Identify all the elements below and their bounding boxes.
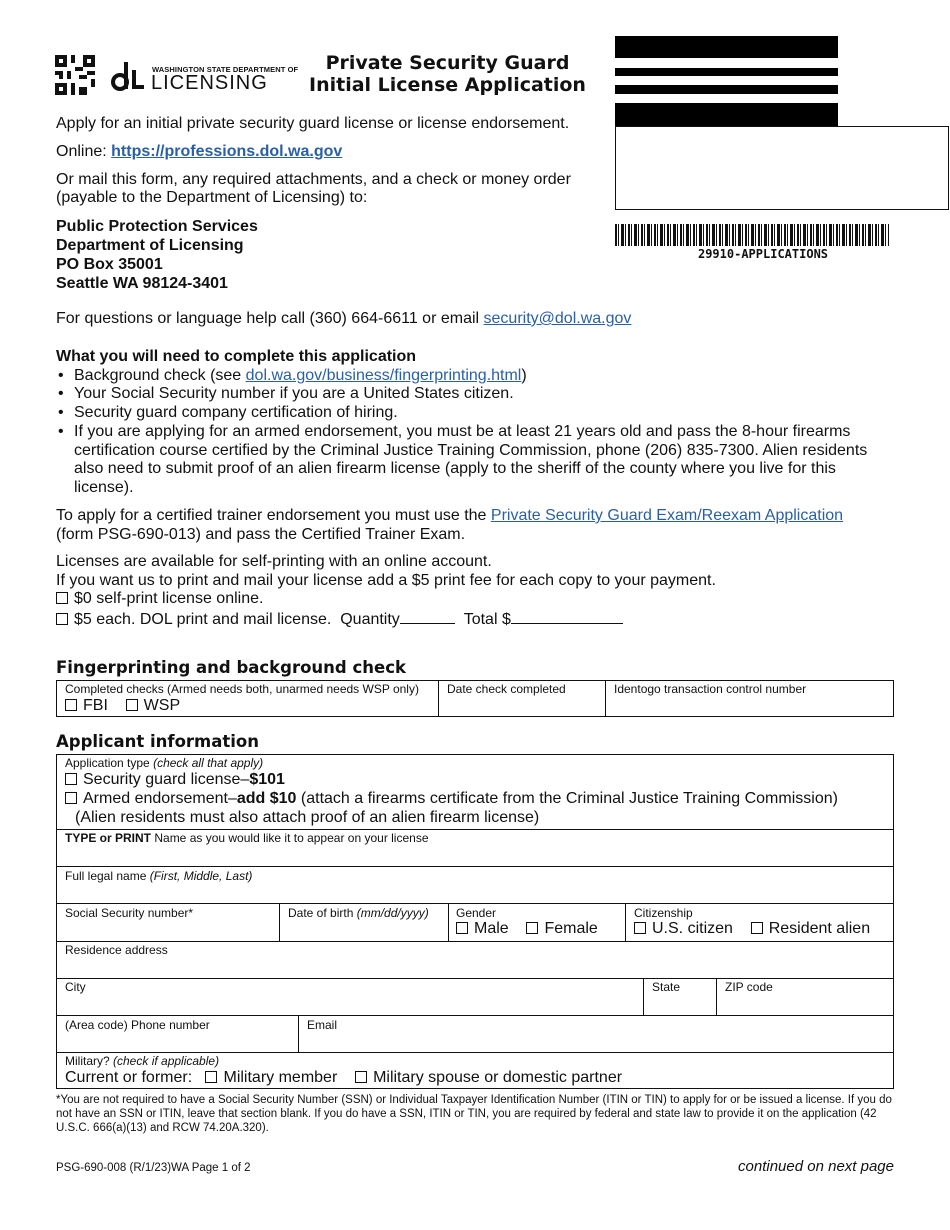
logo-big-text: LICENSING bbox=[151, 72, 268, 94]
armed-endorsement-option: Armed endorsement–add $10 (attach a firearms certificate from the Criminal Justice Training Commission) bbox=[65, 790, 838, 808]
self-print-checkbox[interactable] bbox=[56, 592, 68, 604]
app-type-label: Application type (check all that apply) bbox=[65, 756, 264, 770]
list-item: • Your Social Security number if you are a United States citizen. bbox=[56, 385, 896, 404]
resident-alien-checkbox[interactable] bbox=[751, 922, 763, 934]
printing-line-2: If you want us to print and mail your license add a $5 print fee for each copy to your payment. bbox=[56, 571, 716, 589]
identogo-label: Identogo transaction control number bbox=[614, 682, 807, 696]
online-line bbox=[56, 143, 342, 161]
residence-label[interactable]: Residence address bbox=[65, 943, 168, 957]
security-license-option: Security guard license–$101 bbox=[65, 771, 285, 789]
applicant-heading: Applicant information bbox=[56, 732, 260, 751]
exam-application-link[interactable]: Private Security Guard Exam/Reexam Application bbox=[490, 507, 844, 524]
female-checkbox[interactable] bbox=[526, 922, 538, 934]
citizenship-options: U.S. citizen Resident alien bbox=[634, 920, 870, 938]
page-title bbox=[300, 52, 595, 96]
fingerprinting-link[interactable]: dol.wa.gov/business/fingerprinting.html bbox=[245, 366, 522, 384]
redaction-bar bbox=[615, 103, 838, 127]
city-label[interactable]: City bbox=[65, 980, 86, 994]
ssn-footnote: *You are not required to have a Social Security Number (SSN) or Individual Taxpayer Identification Number (ITIN or TIN) to apply for or be issued a license. If you do not have an SSN or ITIN, leave that section blank. If you do have a SSN, ITIN or TIN, you are required by federal and state law to provide it on the application (42 U.S.C. 666(a)(13) and RCW 74.20A.320). bbox=[56, 1094, 892, 1134]
apply-text: Apply for an initial private security guard license or license endorsement. bbox=[56, 115, 570, 132]
dol-logo bbox=[110, 60, 299, 94]
state-label[interactable]: State bbox=[652, 980, 681, 994]
military-options: Current or former: Military member Military spouse or domestic partner bbox=[65, 1069, 623, 1086]
mail-text: Or mail this form, any required attachments, and a check or money order (payable to the Department of Licensing) to: bbox=[56, 171, 571, 206]
military-label: Military? (check if applicable) bbox=[65, 1054, 220, 1068]
fbi-checkbox[interactable] bbox=[65, 699, 77, 711]
redaction-bar bbox=[615, 68, 838, 76]
printing-line-1: Licenses are available for self-printing with an online account. bbox=[56, 553, 492, 570]
dol-logo-icon bbox=[110, 60, 146, 92]
address-line: Public Protection Services bbox=[56, 218, 258, 235]
mail-print-option: $5 each. DOL print and mail license. Quantity Total $ bbox=[56, 609, 916, 630]
gender-options: Male Female bbox=[456, 920, 598, 938]
address-line: Seattle WA 98124-3401 bbox=[56, 275, 228, 292]
barcode-text: 29910-APPLICATIONS bbox=[697, 247, 829, 261]
checks-options: FBI WSP bbox=[65, 697, 180, 715]
fingerprinting-heading: Fingerprinting and background check bbox=[56, 658, 406, 677]
needs-section bbox=[56, 348, 896, 498]
citizenship-label: Citizenship bbox=[634, 906, 693, 920]
mailing-address bbox=[56, 217, 258, 293]
legal-name-label[interactable]: Full legal name (First, Middle, Last) bbox=[65, 869, 253, 883]
armed-endorsement-checkbox[interactable] bbox=[65, 792, 77, 804]
completed-checks-label: Completed checks (Armed needs both, unarmed needs WSP only) bbox=[65, 682, 419, 696]
qr-code-icon bbox=[55, 55, 95, 95]
list-item: • Security guard company certification of hiring. bbox=[56, 404, 896, 423]
questions-text: For questions or language help call (360) 664-6611 or email bbox=[56, 310, 480, 327]
office-use-box bbox=[615, 126, 949, 210]
print-name-label[interactable]: TYPE or PRINT Name as you would like it to appear on your license bbox=[65, 831, 429, 845]
email-label[interactable]: Email bbox=[307, 1018, 338, 1032]
logo-small-text: WASHINGTON STATE DEPARTMENT OF bbox=[152, 65, 299, 74]
zip-label[interactable]: ZIP code bbox=[725, 980, 773, 994]
us-citizen-checkbox[interactable] bbox=[634, 922, 646, 934]
needs-heading: What you will need to complete this application bbox=[56, 348, 417, 365]
dob-label[interactable]: Date of birth (mm/dd/yyyy) bbox=[288, 906, 429, 920]
total-field[interactable] bbox=[511, 609, 623, 624]
military-member-checkbox[interactable] bbox=[205, 1071, 217, 1083]
mail-print-checkbox[interactable] bbox=[56, 613, 68, 625]
questions-line bbox=[56, 310, 631, 328]
email-link[interactable]: security@dol.wa.gov bbox=[483, 310, 632, 327]
military-spouse-checkbox[interactable] bbox=[355, 1071, 367, 1083]
list-item: • If you are applying for an armed endorsement, you must be at least 21 years old and pass the 8-hour firearms certification course certified by the Criminal Justice Training Commission, phone (206) 835-7300. Alien residents also need to submit proof of an alien firearm license (apply to the sheriff of the county where you live for this license). bbox=[56, 423, 896, 498]
gender-label: Gender bbox=[456, 906, 497, 920]
address-line: Department of Licensing bbox=[56, 237, 244, 254]
male-checkbox[interactable] bbox=[456, 922, 468, 934]
phone-label[interactable]: (Area code) Phone number bbox=[65, 1018, 210, 1032]
ssn-label[interactable]: Social Security number* bbox=[65, 906, 194, 920]
online-label: Online: bbox=[56, 143, 107, 160]
trainer-text: To apply for a certified trainer endorsement you must use the Private Security Guard Exam/Reexam Application (form PSG-690-013) and pass the Certified Trainer Exam. bbox=[56, 507, 844, 543]
address-line: PO Box 35001 bbox=[56, 256, 163, 273]
form-number: PSG-690-008 (R/1/23)WA Page 1 of 2 bbox=[56, 1162, 251, 1174]
redaction-bar bbox=[615, 85, 838, 94]
redaction-bar bbox=[615, 36, 838, 58]
title-line-2: Initial License Application bbox=[309, 74, 586, 96]
online-url-link[interactable]: https://professions.dol.wa.gov bbox=[111, 143, 343, 160]
continued-note: continued on next page bbox=[738, 1158, 894, 1175]
quantity-field[interactable] bbox=[400, 609, 455, 624]
barcode bbox=[615, 224, 889, 246]
list-item: • Background check (see dol.wa.gov/business/fingerprinting.html) bbox=[56, 367, 896, 386]
wsp-checkbox[interactable] bbox=[126, 699, 138, 711]
alien-residents-note: (Alien residents must also attach proof of an alien firearm license) bbox=[75, 809, 540, 826]
date-completed-label: Date check completed bbox=[447, 682, 566, 696]
self-print-option: $0 self-print license online. bbox=[56, 590, 916, 609]
security-license-checkbox[interactable] bbox=[65, 773, 77, 785]
title-line-1: Private Security Guard bbox=[325, 52, 570, 74]
printing-section bbox=[56, 553, 916, 629]
